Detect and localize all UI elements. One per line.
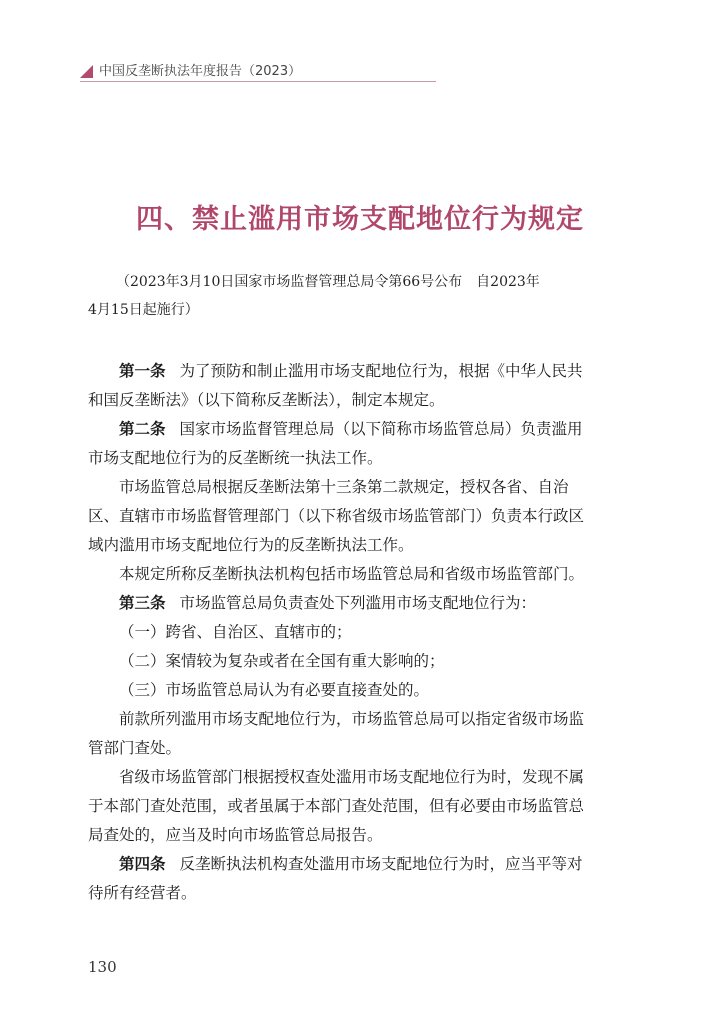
text-line: 本规定所称反垄断执法机构包括市场监管总局和省级市场监管部门。 bbox=[119, 565, 585, 583]
article-text: 反垄断执法机构查处滥用市场支配地位行为时，应当平等对 bbox=[179, 855, 583, 873]
text-line: 省级市场监管部门根据授权查处滥用市场支配地位行为时，发现不属 bbox=[119, 768, 585, 786]
section-title: 四、禁止滥用市场支配地位行为规定 bbox=[136, 204, 584, 235]
text-line: 前款所列滥用市场支配地位行为，市场监管总局可以指定省级市场监 bbox=[119, 710, 585, 728]
text-line: 待所有经营者。 bbox=[88, 884, 197, 902]
article-label: 第四条 bbox=[119, 855, 166, 873]
paragraph bbox=[88, 560, 634, 589]
header-title: 中国反垄断执法年度报告（2023） bbox=[99, 64, 302, 79]
text-line: 管部门查处。 bbox=[88, 739, 182, 757]
article-3 bbox=[88, 589, 634, 618]
text-line: 于本部门查处范围，或者虽属于本部门查处范围，但有必要由市场监管总 bbox=[88, 797, 585, 815]
article-label: 第一条 bbox=[119, 362, 166, 380]
article-text: 国家市场监督管理总局（以下简称市场监管总局）负责滥用 bbox=[179, 420, 583, 438]
article-4 bbox=[88, 850, 634, 908]
text-line bbox=[88, 415, 634, 444]
paragraph bbox=[88, 705, 634, 763]
article-text: 为了预防和制止滥用市场支配地位行为，根据《中华人民共 bbox=[179, 362, 583, 380]
header-corner-mark bbox=[80, 65, 93, 78]
text-line: 和国反垄断法》（以下简称反垄断法），制定本规定。 bbox=[88, 391, 445, 409]
text-line bbox=[88, 589, 634, 618]
text-line: 局查处的，应当及时向市场监管总局报告。 bbox=[88, 826, 383, 844]
text-line: （一）跨省、自治区、直辖市的； bbox=[119, 623, 352, 641]
article-label: 第三条 bbox=[119, 594, 166, 612]
text-line: 区、直辖市市场监督管理部门（以下称省级市场监管部门）负责本行政区 bbox=[88, 507, 585, 525]
list-item bbox=[88, 618, 634, 647]
text-line: （二）案情较为复杂或者在全国有重大影响的； bbox=[119, 652, 445, 670]
text-line: 域内滥用市场支配地位行为的反垄断执法工作。 bbox=[88, 536, 414, 554]
running-header bbox=[80, 57, 436, 82]
note-line: 4月15日起施行） bbox=[88, 302, 199, 318]
article-text: 市场监管总局负责查处下列滥用市场支配地位行为： bbox=[179, 594, 537, 612]
promulgation-note bbox=[88, 268, 632, 324]
list-item bbox=[88, 676, 634, 705]
paragraph bbox=[88, 763, 634, 850]
article-1 bbox=[88, 357, 634, 415]
article-2 bbox=[88, 415, 634, 473]
list-item bbox=[88, 647, 634, 676]
text-line bbox=[88, 357, 634, 386]
text-line: 市场监管总局根据反垄断法第十三条第二款规定，授权各省、自治 bbox=[119, 478, 569, 496]
text-line bbox=[88, 850, 634, 879]
note-line: （2023年3月10日国家市场监督管理总局令第66号公布 自2023年 bbox=[116, 274, 540, 290]
page-number: 130 bbox=[88, 958, 117, 976]
text-line: 市场支配地位行为的反垄断统一执法工作。 bbox=[88, 449, 383, 467]
text-line: （三）市场监管总局认为有必要直接查处的。 bbox=[119, 681, 430, 699]
paragraph bbox=[88, 473, 634, 560]
regulation-body bbox=[88, 357, 634, 908]
article-label: 第二条 bbox=[119, 420, 166, 438]
